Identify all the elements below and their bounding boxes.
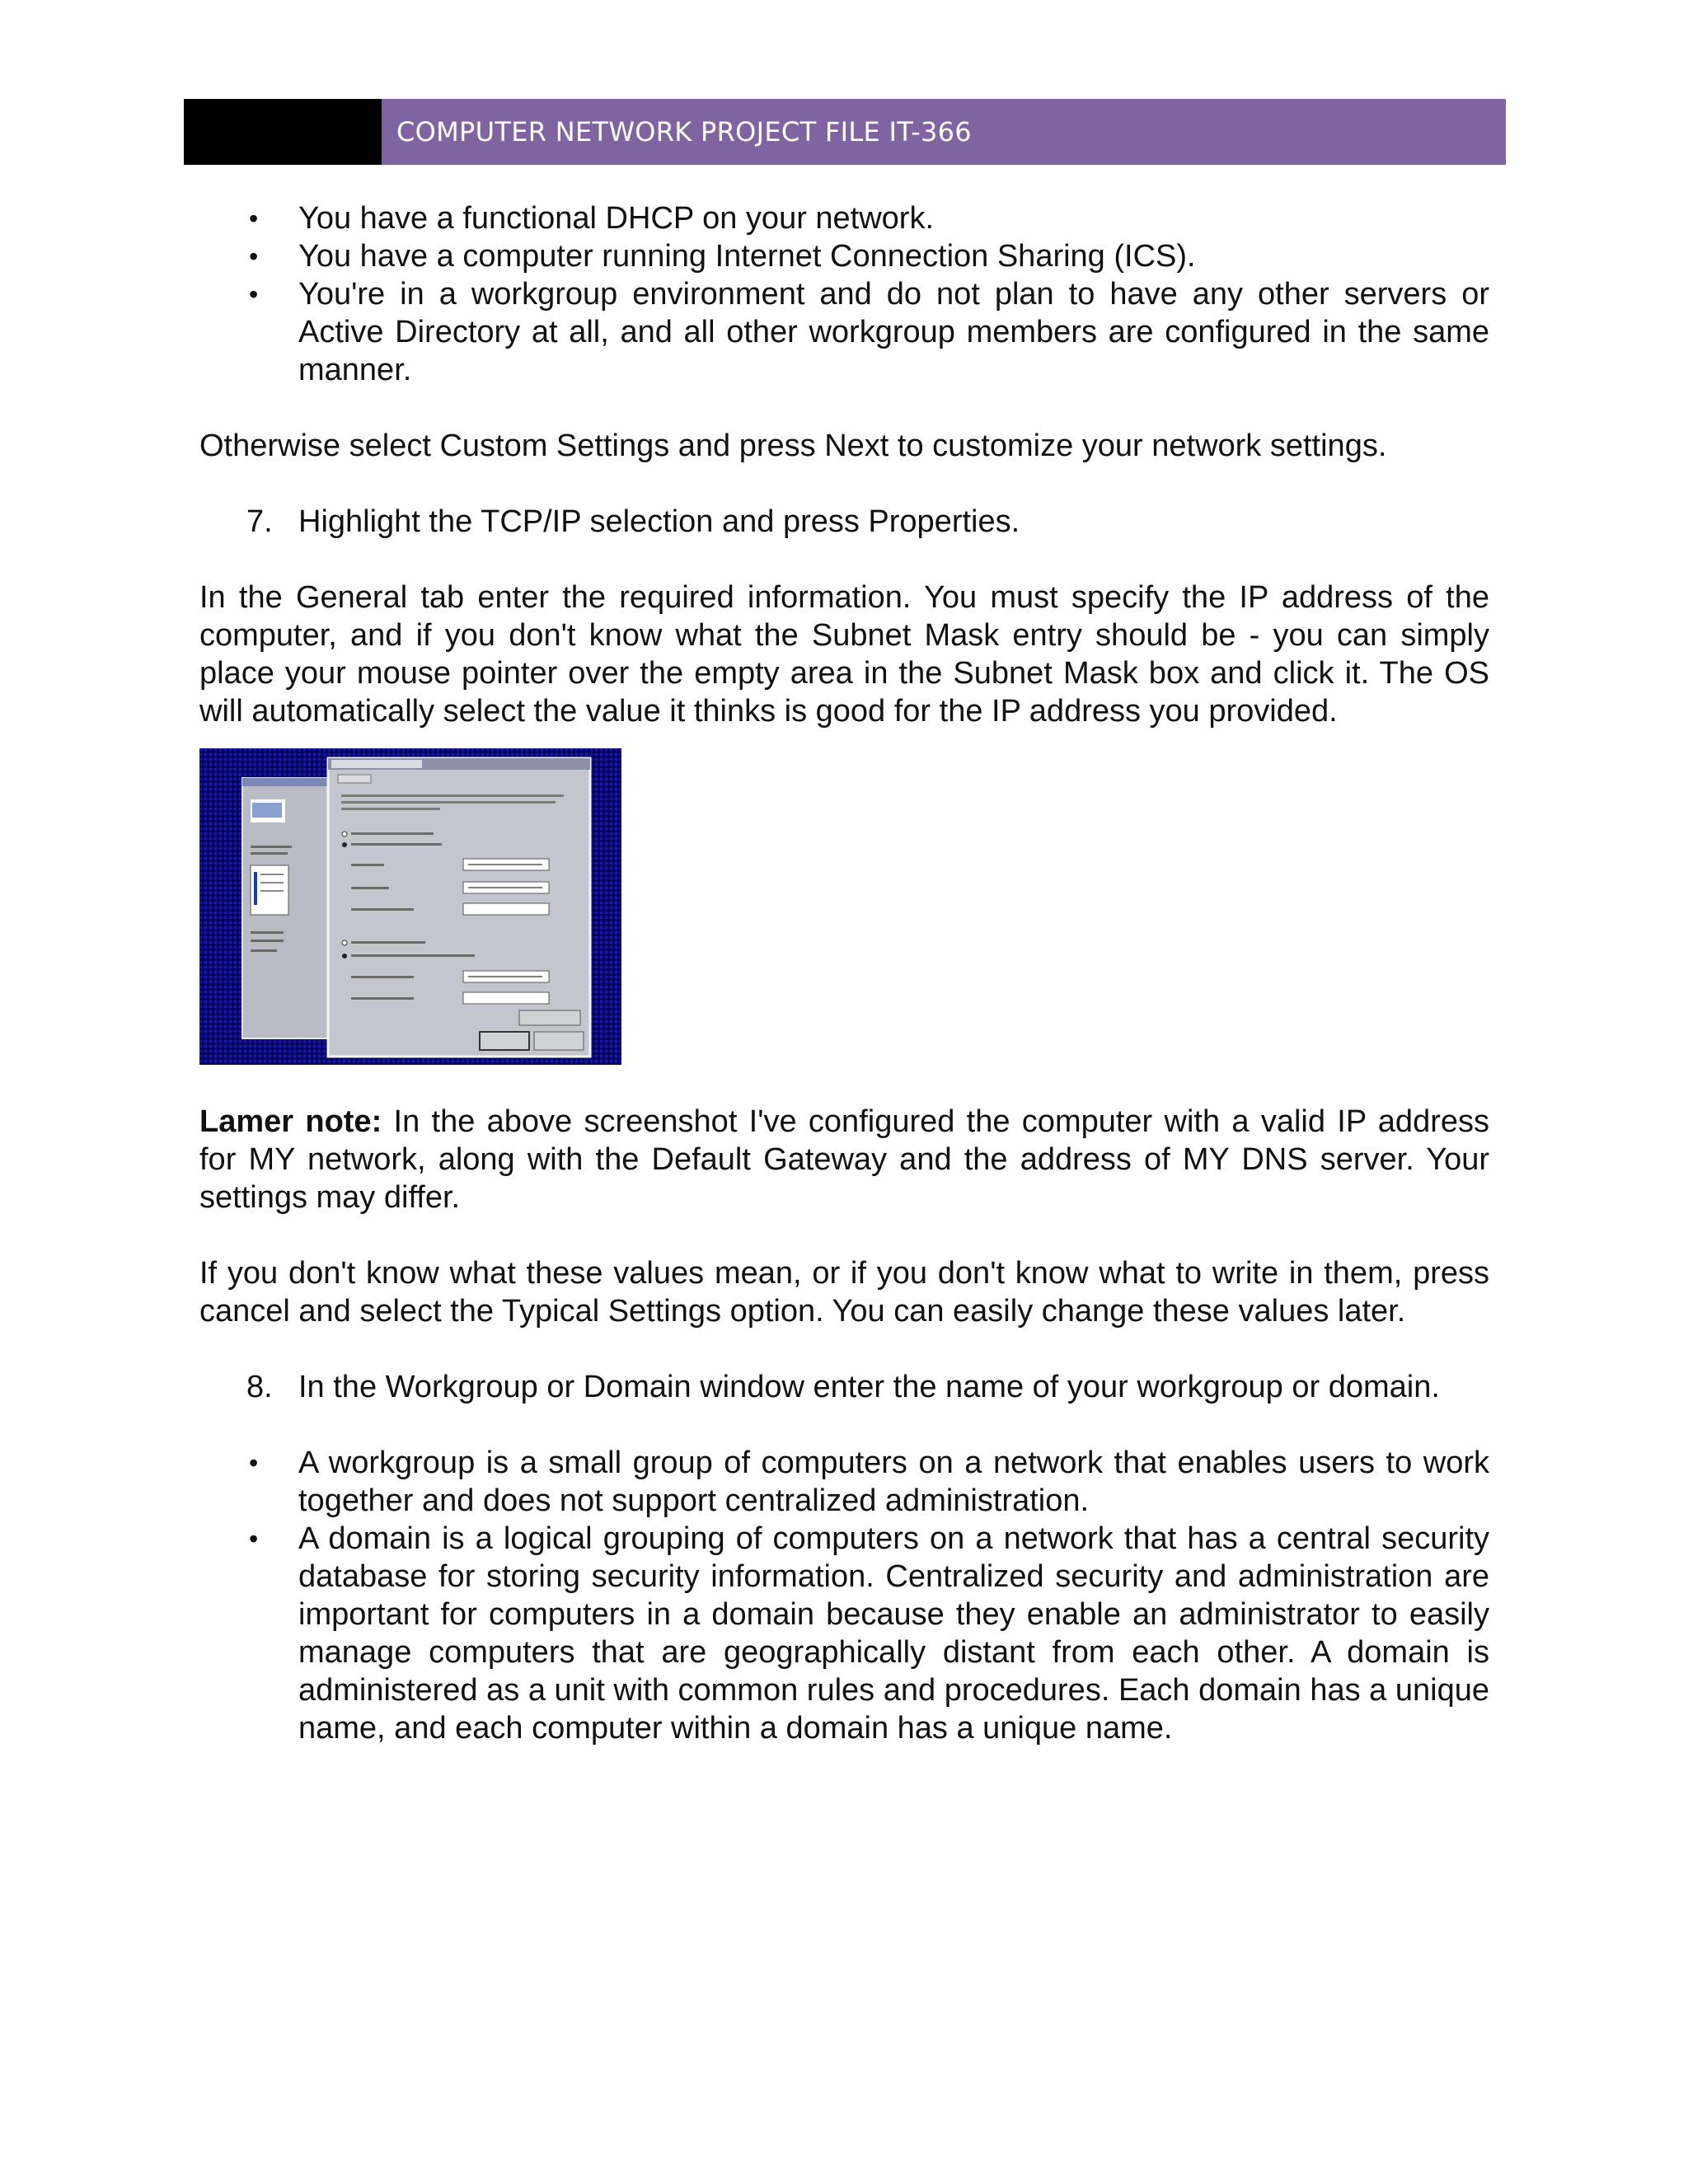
step-text: Highlight the TCP/IP selection and press Properties. [298,504,1020,539]
header-bar [382,99,1506,165]
lamer-note-text: In the above screenshot I've configured the computer with a valid IP address for MY network, along with the Default Gateway and the address of MY DNS server. Your settings may differ. [199,1104,1489,1215]
step-7 [199,503,1489,541]
document-body [199,199,1489,1747]
list-item: • You have a computer running Internet Connection Sharing (ICS). [199,237,1489,275]
step-number: 7. [246,504,273,539]
tcpip-properties-screenshot [199,748,621,1065]
step-number: 8. [246,1370,273,1404]
list-item: • You have a functional DHCP on your network. [199,199,1489,237]
tcpip-properties-dialog [328,758,590,1057]
list-item: • A domain is a logical grouping of computers on a network that has a central security database for storing security information. Centralized security and administration are important for computers in a domain because they enable an administrator to easily manage computers that are geographically distant from each other. A domain is administered as a unit with common rules and procedures. Each domain has a unique name, and each computer within a domain has a unique name. [199,1520,1489,1747]
lamer-note [199,1103,1489,1216]
list-item: • You're in a workgroup environment and do not plan to have any other servers or Active Directory at all, and all other workgroup members are configured in the same manner. [199,275,1489,389]
bullet-list-bottom [199,1444,1489,1747]
list-item: • A workgroup is a small group of computers on a network that enables users to work together and does not support centralized administration. [199,1444,1489,1520]
step-text: In the Workgroup or Domain window enter the name of your workgroup or domain. [298,1370,1440,1404]
page-header [184,99,1506,165]
header-title: COMPUTER NETWORK PROJECT FILE IT-366 [396,116,972,148]
lamer-note-label: Lamer note: [199,1104,382,1139]
paragraph-if-you-dont-know: If you don't know what these values mean, or if you don't know what to write in them, press cancel and select the Typical Settings option. You can easily change these values later. [199,1256,1489,1329]
header-black-block [184,99,382,165]
step-8 [199,1368,1489,1406]
paragraph-otherwise: Otherwise select Custom Settings and press Next to customize your network settings. [199,429,1387,463]
bullet-list-top [199,199,1489,389]
paragraph-general-tab: In the General tab enter the required information. You must specify the IP address of the computer, and if you don't know what the Subnet Mask entry should be - you can simply place your mouse pointer over the empty area in the Subnet Mask box and click it. The OS will automatically select the value it thinks is good for the IP address you provided. [199,580,1489,729]
